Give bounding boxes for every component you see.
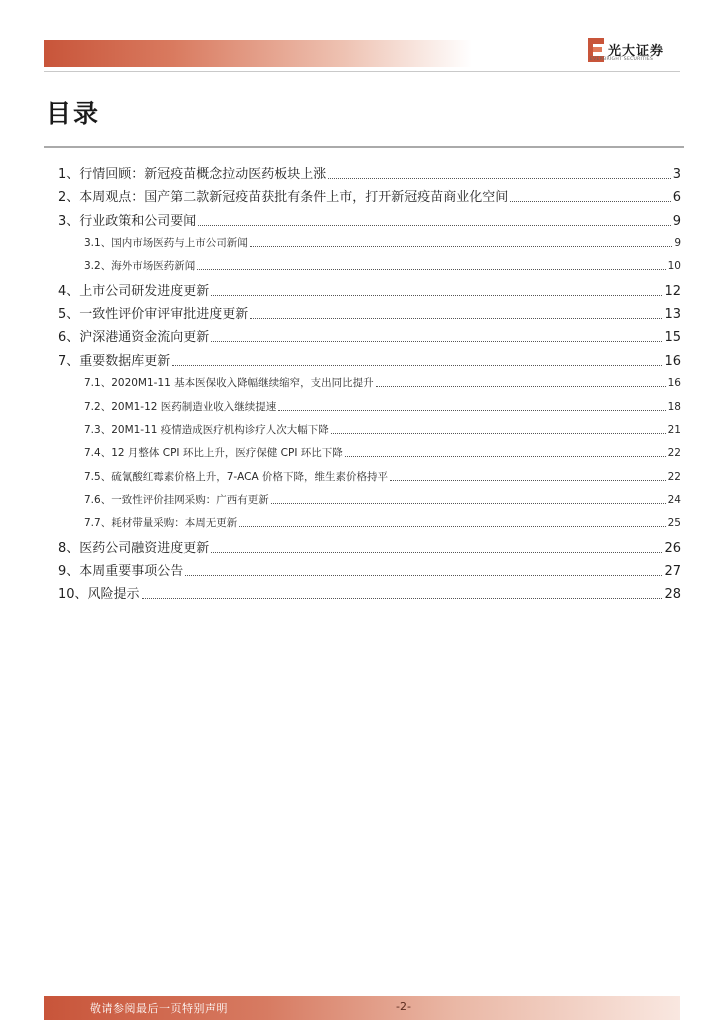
toc-leader-dots	[376, 386, 666, 387]
toc-entry[interactable]	[58, 326, 681, 345]
toc-leader-dots	[278, 410, 665, 411]
logo-english-name: EVERBRIGHT SECURITIES	[590, 57, 654, 62]
footer-disclaimer: 敬请参阅最后一页特别声明	[90, 1002, 228, 1015]
toc-entry-page: 21	[667, 423, 681, 436]
toc-entry-page: 6	[672, 190, 681, 206]
toc-leader-dots	[271, 503, 666, 504]
toc-leader-dots	[510, 201, 670, 202]
toc-entry-page: 15	[664, 330, 681, 346]
toc-leader-dots	[211, 341, 662, 342]
toc-entry-title: 行业政策和公司要闻	[79, 213, 197, 229]
toc-leader-dots	[172, 365, 662, 366]
toc-leader-dots	[390, 480, 666, 481]
toc-entry[interactable]	[58, 537, 681, 556]
toc-entry-number: 3.2、	[84, 260, 112, 273]
toc-entry[interactable]	[58, 210, 681, 229]
toc-entry-title: 本周重要事项公告	[79, 563, 184, 579]
toc-leader-dots	[185, 575, 662, 576]
toc-entry-page: 10	[667, 260, 681, 273]
toc-entry[interactable]	[84, 445, 681, 460]
toc-entry-number: 7.5、	[84, 470, 112, 483]
toc-entry-title: 20M1-11 疫情造成医疗机构诊疗人次大幅下降	[111, 423, 329, 436]
toc-entry[interactable]	[84, 422, 681, 437]
toc-entry-title: 20M1-12 医药制造业收入继续提速	[111, 400, 277, 413]
toc-entry-title: 沪深港通资金流向更新	[79, 330, 210, 346]
toc-entry-number: 8、	[58, 540, 80, 556]
toc-entry-number: 4、	[58, 283, 80, 299]
toc-entry-title: 风险提示	[87, 587, 140, 603]
toc-entry[interactable]	[84, 258, 681, 273]
page-number: -2-	[396, 1000, 411, 1013]
toc-entry-title: 国内市场医药与上市公司新闻	[111, 237, 248, 250]
toc-entry-page: 9	[674, 237, 681, 250]
toc-entry[interactable]	[58, 163, 681, 182]
toc-entry-page: 22	[667, 447, 681, 460]
toc-entry-title: 行情回顾：新冠疫苗概念拉动医药板块上涨	[79, 167, 327, 182]
toc-entry-number: 7、	[58, 353, 80, 369]
toc-entry-number: 2、	[58, 190, 80, 206]
toc-entry[interactable]	[84, 399, 681, 414]
toc-entry-page: 9	[672, 213, 681, 229]
toc-entry-number: 1、	[58, 167, 80, 182]
toc-entry-page: 16	[664, 353, 681, 369]
toc-entry-title: 医药公司融资进度更新	[79, 540, 210, 556]
toc-entry-title: 耗材带量采购：本周无更新	[111, 517, 238, 530]
toc-leader-dots	[239, 526, 665, 527]
toc-entry-title: 一致性评价挂网采购：广西有更新	[111, 493, 269, 506]
toc-leader-dots	[197, 269, 665, 270]
toc-leader-dots	[345, 456, 666, 457]
toc-leader-dots	[331, 433, 666, 434]
toc-leader-dots	[211, 295, 662, 296]
toc-entry[interactable]	[58, 303, 681, 322]
toc-entry-number: 7.3、	[84, 423, 112, 436]
toc-leader-dots	[142, 598, 663, 599]
toc-entry-page: 12	[664, 283, 681, 299]
toc-leader-dots	[211, 552, 662, 553]
toc-entry[interactable]	[58, 560, 681, 579]
toc-entry-title: 本周观点：国产第二款新冠疫苗获批有条件上市，打开新冠疫苗商业化空间	[79, 190, 509, 206]
toc-entry-page: 26	[664, 540, 681, 556]
toc-entry-number: 9、	[58, 563, 80, 579]
toc-entry-title: 重要数据库更新	[79, 353, 171, 369]
logo-chinese-name: 光大证券	[608, 44, 665, 59]
toc-entry-title: 12 月整体 CPI 环比上升，医疗保健 CPI 环比下降	[111, 447, 343, 460]
toc-leader-dots	[198, 225, 670, 226]
toc-entry-title: 上市公司研发进度更新	[79, 283, 210, 299]
toc-entry-number: 10、	[58, 587, 88, 603]
toc-entry[interactable]	[58, 350, 681, 369]
toc-entry-number: 3、	[58, 213, 80, 229]
toc-entry-number: 7.7、	[84, 517, 112, 530]
toc-entry[interactable]	[84, 235, 681, 250]
page-title: 目录	[46, 99, 101, 128]
toc-entry[interactable]	[84, 492, 681, 507]
toc-entry-page: 16	[667, 377, 681, 390]
toc-entry[interactable]	[58, 583, 681, 602]
toc-entry-page: 22	[667, 470, 681, 483]
toc-entry-number: 7.1、	[84, 377, 112, 390]
toc-entry-page: 25	[667, 517, 681, 530]
toc-entry-page: 24	[667, 493, 681, 506]
toc-entry[interactable]	[58, 186, 681, 205]
toc-entry-number: 5、	[58, 307, 80, 323]
toc-entry-title: 2020M1-11 基本医保收入降幅继续缩窄，支出同比提升	[111, 377, 374, 390]
toc-entry-page: 13	[664, 307, 681, 323]
toc-entry-title: 海外市场医药新闻	[111, 260, 196, 273]
toc-entry[interactable]	[84, 469, 681, 484]
toc-leader-dots	[328, 178, 670, 179]
toc-entry-number: 7.6、	[84, 493, 112, 506]
toc-entry-title: 硫氰酸红霉素价格上升，7-ACA 价格下降，维生素价格持平	[111, 470, 389, 483]
toc-leader-dots	[250, 246, 673, 247]
toc-entry[interactable]	[58, 280, 681, 299]
toc-entry[interactable]	[84, 515, 681, 530]
toc-entry-page: 27	[664, 563, 681, 579]
toc-entry-page: 28	[664, 587, 681, 603]
toc-entry-number: 3.1、	[84, 237, 112, 250]
toc-entry-title: 一致性评价审评审批进度更新	[79, 307, 249, 323]
toc-entry-number: 7.4、	[84, 447, 112, 460]
toc-entry-page: 3	[672, 167, 681, 182]
toc-leader-dots	[250, 318, 662, 319]
toc-entry-number: 6、	[58, 330, 80, 346]
toc-entry-number: 7.2、	[84, 400, 112, 413]
toc-entry[interactable]	[84, 375, 681, 390]
toc-entry-page: 18	[667, 400, 681, 413]
